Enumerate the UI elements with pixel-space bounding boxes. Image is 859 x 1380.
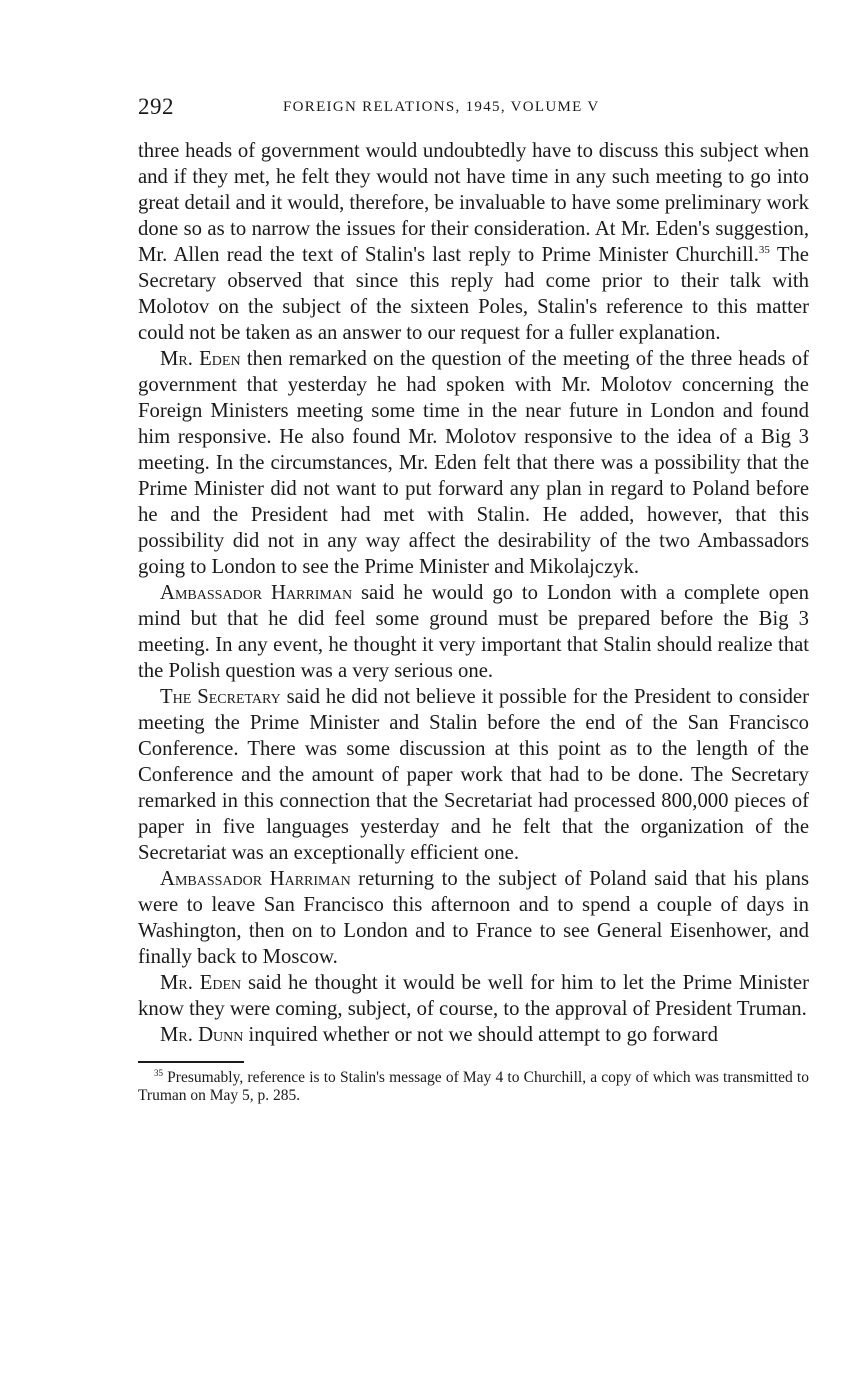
body-text [138, 138, 809, 1048]
paragraph-text: then remarked on the question of the meeting of the three heads of government that yesterday he had spoken with Mr. Molotov concerning the Foreign Ministers meeting some time in the near future in London and found him responsive. He also found Mr. Molotov responsive to the idea of a Big 3 meeting. In the circumstances, Mr. Eden felt that there was a possibility that the Prime Minister did not want to put forward any plan in regard to Poland before he and the President had met with Stalin. He added, however, that this possibility did not in any way affect the desirability of the two Ambassadors going to London to see the Prime Minister and Mikolajczyk. [138, 348, 809, 578]
paragraph [138, 1022, 809, 1048]
paragraph [138, 866, 809, 970]
speaker-name: The Secretary [160, 686, 281, 708]
paragraph-text: three heads of government would undoubtedly have to discuss this subject when and if they met, he felt they would not have time in any such meeting to go into great detail and it would, therefore, be invaluable to have some preliminary work done so as to narrow the issues for their consideration. At Mr. Eden's suggestion, Mr. Allen read the text of Stalin's last reply to Prime Minister Churchill. [138, 140, 809, 266]
speaker-name: Ambassador Harriman [160, 582, 353, 604]
paragraph [138, 346, 809, 580]
page-number: 292 [138, 94, 174, 119]
speaker-name: Mr. Eden [160, 972, 242, 994]
paragraph-text: said he would go to London with a complete open mind but that he did feel some ground must be prepared before the Big 3 meeting. In any event, he thought it very important that Stalin should realize that the Polish question was a very serious one. [138, 582, 809, 682]
footnote-reference: 35 [758, 244, 770, 257]
footnote-marker: 35 [154, 1067, 163, 1078]
footnote-text: Presumably, reference is to Stalin's message of May 4 to Churchill, a copy of which was transmitted to Truman on May 5, p. 285. [138, 1069, 809, 1104]
speaker-name: Mr. Eden [160, 348, 241, 370]
paragraph [138, 970, 809, 1022]
paragraph-text: inquired whether or not we should attempt to go forward [243, 1024, 718, 1046]
footnote-divider [138, 1061, 244, 1063]
paragraph-text: said he thought it would be well for him to let the Prime Minister know they were coming, subject, of course, to the approval of President Truman. [138, 972, 809, 1020]
speaker-name: Mr. Dunn [160, 1024, 244, 1046]
running-head: FOREIGN RELATIONS, 1945, VOLUME V [283, 99, 600, 115]
speaker-name: Ambassador Harriman [160, 868, 351, 890]
document-page [138, 94, 809, 1105]
paragraph-text: returning to the subject of Poland said that his plans were to leave San Francisco this afternoon and to spend a couple of days in Washington, then on to London and to France to see General Eisenhower, and finally back to Moscow. [138, 868, 809, 968]
footnote [138, 1069, 809, 1105]
paragraph [138, 684, 809, 866]
paragraph-text: said he did not believe it possible for the President to consider meeting the Prime Minister and Stalin before the end of the San Francisco Conference. There was some discussion at this point as to the length of the Conference and the amount of paper work that had to be done. The Secretary remarked in this connection that the Secretariat had processed 800,000 pieces of paper in five languages yesterday and he felt that the organization of the Secretariat was an exceptionally efficient one. [138, 686, 809, 864]
paragraph-continued [138, 138, 809, 346]
page-header [138, 94, 809, 124]
paragraph [138, 580, 809, 684]
paragraph-text: The Secretary observed that since this reply had come prior to their talk with Molotov on the subject of the sixteen Poles, Stalin's reference to this matter could not be taken as an answer to our request for a fuller explanation. [138, 244, 809, 344]
